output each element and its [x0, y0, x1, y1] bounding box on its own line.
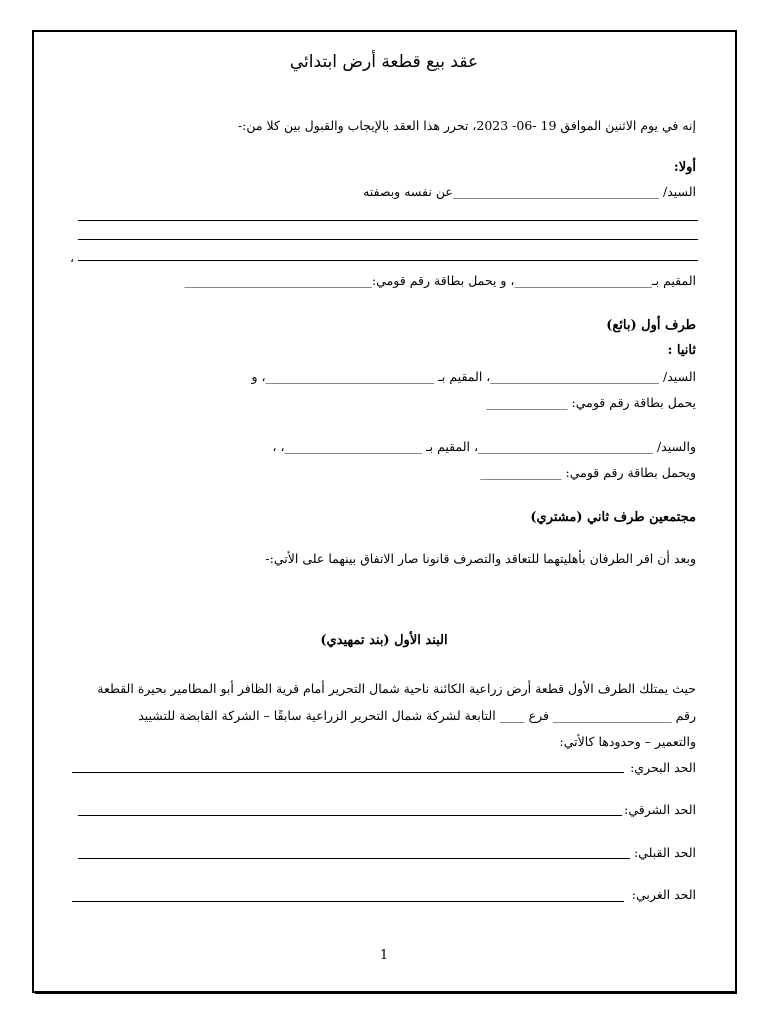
border-west-line: [72, 901, 624, 902]
first-party-name: السيد/ _________________________________عن نفسه وبصفته: [363, 184, 696, 199]
second-party-id-2: ويحمل بطاقة رقم قومي: _____________: [480, 465, 696, 480]
border-north-label: الحد البحري:: [630, 760, 696, 775]
fill-line-2: [78, 239, 698, 240]
party-one-label: طرف أول (بائع): [606, 318, 696, 333]
first-party-residence: المقيم بـ______________________، و يحمل بطاقة رقم قومي:______________________________: [184, 273, 696, 288]
border-west-label: الحد الغربي:: [631, 887, 696, 902]
fill-line-3: [78, 260, 698, 261]
clause-one-title: البند الأول (بند تمهيدي): [320, 633, 448, 648]
second-party-heading: ثانيا :: [667, 343, 696, 358]
comma-mark: ،: [70, 250, 75, 265]
border-east-line: [78, 815, 622, 816]
page-border-shadow: [35, 991, 737, 994]
document-title: عقد بيع قطعة أرض ابتدائي: [289, 52, 479, 72]
border-east-label: الحد الشرقي:: [624, 802, 696, 817]
clause-paragraph-line-3: والتعمير – وحدودها كالأتي:: [559, 734, 696, 749]
border-south-label: الحد القبلي:: [633, 845, 696, 860]
fill-line-1: [78, 220, 698, 221]
agreement-text: وبعد أن اقر الطرفان بأهليتهما للتعاقد والتصرف قانونا صار الاتفاق بينهما على الأتي:-: [265, 551, 696, 566]
party-two-label: مجتمعين طرف ثاني (مشتري): [530, 510, 696, 525]
second-party-name-2: والسيد/ ____________________________، المقيم بـ ______________________، ،: [272, 439, 696, 454]
second-party-id-1: يحمل بطاقة رقم قومي: _____________: [486, 395, 696, 410]
clause-paragraph-line-2: رقم ___________________ فرع ____ التابعة لشركة شمال التحرير الزراعية سابقًا – الشركة القابضة للتشييد: [138, 708, 696, 723]
border-south-line: [78, 858, 630, 859]
border-north-line: [72, 772, 624, 773]
clause-paragraph-line-1: حيث يمتلك الطرف الأول قطعة أرض زراعية الكائنة ناحية شمال التحرير أمام قرية الظافر أبو المطامير بحيرة القطعة: [97, 681, 696, 696]
first-party-heading: أولا:: [673, 160, 696, 175]
second-party-name-1: السيد/ ___________________________، المقيم بـ ___________________________، و: [251, 369, 696, 384]
intro-text: إنه في يوم الاثنين الموافق 19 -06- 2023، تحرر هذا العقد بالإيجاب والقبول بين كلا من:-: [237, 118, 696, 133]
page-number: 1: [379, 948, 389, 963]
